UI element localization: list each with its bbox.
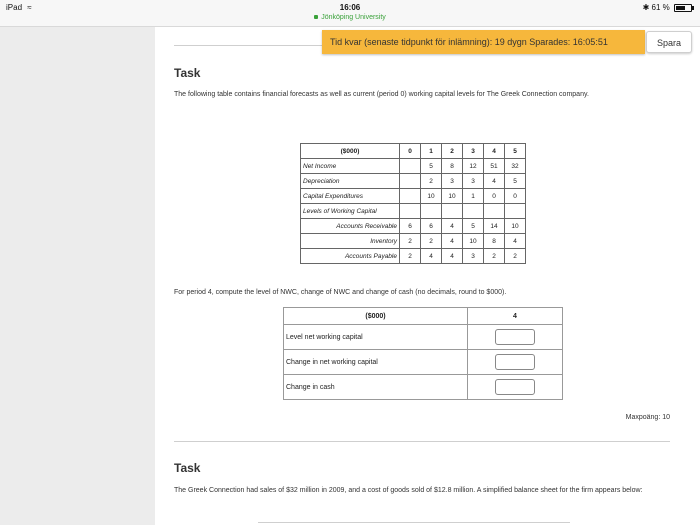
ios-status-bar [0, 0, 700, 27]
answer-cell [468, 375, 563, 400]
task-intro: The following table contains financial forecasts as well as current (period 0) working capital levels for The Greek Connection company. [174, 91, 589, 98]
save-button[interactable]: Spara [646, 31, 692, 53]
forecast-col-0: 0 [400, 144, 421, 159]
left-margin [0, 27, 155, 525]
divider [174, 441, 670, 442]
table-cell: 10 [442, 189, 463, 204]
answer-row [284, 375, 563, 400]
forecast-col-3: 3 [463, 144, 484, 159]
task-title: Task [174, 66, 201, 80]
table-cell: 3 [442, 174, 463, 189]
answer-table [283, 307, 563, 400]
table-row [301, 159, 526, 174]
cash-change-input[interactable] [495, 379, 535, 395]
forecast-table [300, 143, 526, 264]
lock-icon [314, 15, 318, 19]
table-cell: 2 [421, 234, 442, 249]
nwc-level-input[interactable] [495, 329, 535, 345]
table-cell [463, 204, 484, 219]
table-row [301, 174, 526, 189]
table-cell: 6 [400, 219, 421, 234]
table-cell: 2 [400, 234, 421, 249]
table-cell: 14 [484, 219, 505, 234]
row-label: Net Income [301, 159, 400, 174]
forecast-col-4: 4 [484, 144, 505, 159]
nwc-change-input[interactable] [495, 354, 535, 370]
bluetooth-icon: ✱ [642, 3, 650, 12]
table-cell: 4 [442, 219, 463, 234]
clock: 16:06 [339, 3, 361, 12]
row-label: Depreciation [301, 174, 400, 189]
table-cell: 5 [421, 159, 442, 174]
table-cell [400, 189, 421, 204]
table-cell: 3 [463, 174, 484, 189]
table-row [301, 189, 526, 204]
task-title: Task [174, 461, 201, 475]
table-cell: 2 [484, 249, 505, 264]
table-cell: 0 [484, 189, 505, 204]
table-cell: 2 [505, 249, 526, 264]
table-row [301, 204, 526, 219]
table-cell: 2 [421, 174, 442, 189]
row-label: Capital Expenditures [301, 189, 400, 204]
divider [258, 522, 570, 523]
answer-row [284, 325, 563, 350]
time-remaining-banner [322, 30, 645, 54]
table-cell [442, 204, 463, 219]
answer-cell [468, 325, 563, 350]
question-text: For period 4, compute the level of NWC, change of NWC and change of cash (no decimals, round to $000). [174, 289, 507, 296]
answer-label-nwc-change: Change in net working capital [284, 350, 468, 375]
forecast-col-2: 2 [442, 144, 463, 159]
row-label: Levels of Working Capital [301, 204, 400, 219]
table-cell: 5 [505, 174, 526, 189]
table-row [301, 219, 526, 234]
forecast-header-row [301, 144, 526, 159]
table-cell: 4 [421, 249, 442, 264]
table-cell: 2 [400, 249, 421, 264]
table-cell [400, 159, 421, 174]
table-row [301, 234, 526, 249]
wifi-icon: ≈ [27, 3, 32, 12]
forecast-col-1: 1 [421, 144, 442, 159]
answer-header-period: 4 [468, 308, 563, 325]
table-cell: 51 [484, 159, 505, 174]
answer-header-label: ($000) [284, 308, 468, 325]
row-label: Accounts Payable [301, 249, 400, 264]
table-row [301, 249, 526, 264]
answer-label-cash-change: Change in cash [284, 375, 468, 400]
answer-cell [468, 350, 563, 375]
table-cell: 4 [442, 249, 463, 264]
battery-icon [674, 4, 692, 12]
table-cell: 0 [505, 189, 526, 204]
row-label: Inventory [301, 234, 400, 249]
table-cell [421, 204, 442, 219]
table-cell: 4 [505, 234, 526, 249]
forecast-col-5: 5 [505, 144, 526, 159]
table-cell: 10 [505, 219, 526, 234]
device-label: iPad [6, 3, 23, 12]
table-cell: 10 [463, 234, 484, 249]
divider [174, 45, 322, 46]
answer-row [284, 350, 563, 375]
task-intro: The Greek Connection had sales of $32 million in 2009, and a cost of goods sold of $12.8 million. A simplified balance sheet for the firm appears below: [174, 487, 643, 494]
table-cell: 8 [442, 159, 463, 174]
table-cell: 12 [463, 159, 484, 174]
battery-percent: 61 % [651, 3, 670, 12]
table-cell [505, 204, 526, 219]
table-cell: 8 [484, 234, 505, 249]
time-remaining-text: Tid kvar (senaste tidpunkt för inlämning): 19 dygn Sparades: 16:05:51 [330, 37, 608, 47]
table-cell [400, 174, 421, 189]
answer-label-nwc-level: Level net working capital [284, 325, 468, 350]
table-cell: 6 [421, 219, 442, 234]
forecast-header-label: ($000) [301, 144, 400, 159]
site-name: Jönköping University [321, 14, 386, 21]
table-cell: 4 [484, 174, 505, 189]
table-cell: 4 [442, 234, 463, 249]
table-cell: 5 [463, 219, 484, 234]
answer-header-row [284, 308, 563, 325]
table-cell: 1 [463, 189, 484, 204]
row-label: Accounts Receivable [301, 219, 400, 234]
battery-indicator [643, 3, 692, 12]
table-cell: 3 [463, 249, 484, 264]
site-indicator [0, 14, 700, 21]
table-cell: 32 [505, 159, 526, 174]
max-points: Maxpoäng: 10 [625, 414, 670, 421]
table-cell: 10 [421, 189, 442, 204]
table-cell [484, 204, 505, 219]
battery-fill [676, 6, 685, 10]
table-cell [400, 204, 421, 219]
